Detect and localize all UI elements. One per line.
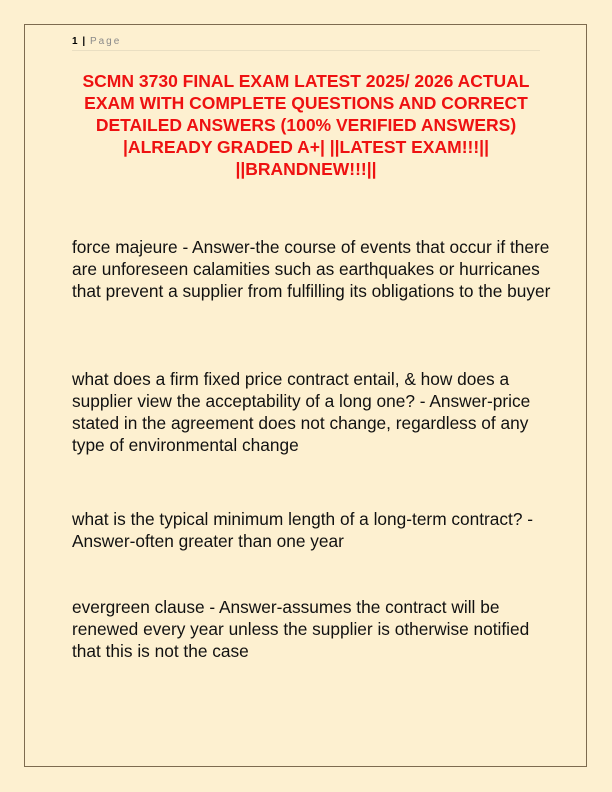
header-separator: | bbox=[82, 36, 86, 47]
page-number: 1 bbox=[72, 36, 78, 47]
page-label: Page bbox=[89, 36, 122, 47]
qa-entry: what is the typical minimum length of a long-term contract? - Answer-often greater than one year bbox=[72, 509, 534, 551]
qa-entry: what does a firm fixed price contract entail, & how does a supplier view the acceptability of a long one? - Answer-price stated in the agreement does not change, regardless of any type of environmental change bbox=[72, 369, 531, 455]
qa-entry: force majeure - Answer-the course of events that occur if there are unforeseen calamities such as earthquakes or hurricanes that prevent a supplier from fulfilling its obligations to the buyer bbox=[72, 237, 551, 301]
document-title: SCMN 3730 FINAL EXAM LATEST 2025/ 2026 ACTUAL EXAM WITH COMPLETE QUESTIONS AND CORRECT DETAILED ANSWERS (100% VERIFIED ANSWERS) |ALREADY GRADED A+| ||LATEST EXAM!!!|| ||BRANDNEW!!!|| bbox=[82, 71, 530, 179]
page-header bbox=[72, 36, 540, 51]
qa-entry: evergreen clause - Answer-assumes the contract will be renewed every year unless the supplier is otherwise notified that this is not the case bbox=[72, 597, 530, 661]
